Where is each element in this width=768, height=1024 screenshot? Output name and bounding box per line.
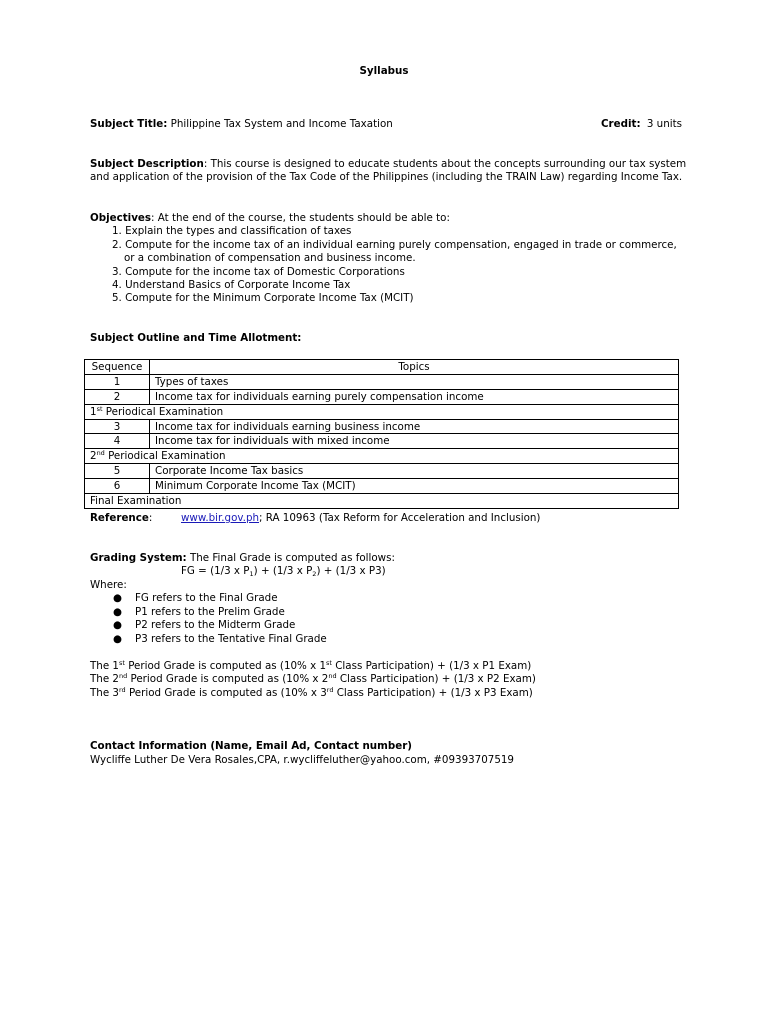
- bullet-icon: ●: [113, 592, 122, 604]
- grading-formula: FG = (1/3 x $P_1) + (1/3$ x $P_2) + (1/3$ x P3): [181, 565, 386, 578]
- grading-where: Where:: [90, 579, 127, 591]
- credit-label: Credit:: [601, 118, 641, 130]
- description-label: Subject Description: [90, 158, 204, 170]
- sequence-cell: 4: [85, 434, 150, 449]
- bullet-icon: ●: [113, 619, 122, 631]
- topic-cell: Minimum Corporate Income Tax (MCIT): [150, 479, 679, 494]
- description-line-2: and application of the provision of the Tax Code of the Philippines (including the TRAIN Law) regarding Income Tax.: [90, 171, 683, 184]
- period-grade-computations: [90, 660, 536, 700]
- contact-heading: Contact Information (Name, Email Ad, Contact number): [90, 740, 412, 752]
- header-sequence: Sequence: [85, 360, 150, 375]
- exam-cell: 1st Periodical Examination: [85, 404, 679, 419]
- subject-title-line: [90, 118, 393, 131]
- objective-item: 3. Compute for the income tax of Domestic Corporations: [112, 265, 405, 278]
- exam-row: [85, 404, 679, 419]
- exam-cell: Final Examination: [85, 494, 679, 509]
- table-row: [85, 374, 679, 389]
- credit-line: [601, 118, 682, 131]
- description-line-1: : This course is designed to educate students about the concepts surrounding our tax system: [203, 158, 687, 170]
- list-item: ● P3 refers to the Tentative Final Grade: [113, 632, 327, 645]
- objective-item: 1. Explain the types and classification of taxes: [112, 225, 352, 238]
- period-grade-line: The 2nd Period Grade is computed as (10% x 2nd Class Participation) + (1/3 x P2 Exam): [90, 672, 536, 686]
- topic-cell: Income tax for individuals earning purely compensation income: [150, 389, 679, 404]
- objectives-intro: : At the end of the course, the students should be able to:: [151, 212, 450, 224]
- document-title: Syllabus: [359, 65, 409, 77]
- topic-cell: Corporate Income Tax basics: [150, 464, 679, 479]
- outline-heading: Subject Outline and Time Allotment:: [90, 332, 302, 344]
- subject-title-value: Philippine Tax System and Income Taxation: [170, 118, 393, 130]
- grading-intro-line: [90, 552, 395, 565]
- subject-description: [90, 158, 686, 185]
- outline-table: [84, 359, 679, 509]
- table-row: [85, 479, 679, 494]
- period-grade-line: The 1st Period Grade is computed as (10% x 1st Class Participation) + (1/3 x P1 Exam): [90, 659, 532, 672]
- list-item: ● P1 refers to the Prelim Grade: [113, 605, 285, 618]
- sequence-cell: 5: [85, 464, 150, 479]
- contact-details: Wycliffe Luther De Vera Rosales,CPA, r.wycliffeluther@yahoo.com, #09393707519: [90, 754, 514, 766]
- reference-line: Reference:: [90, 512, 153, 524]
- bullet-icon: ●: [113, 632, 122, 645]
- objective-item: 5. Compute for the Minimum Corporate Income Tax (MCIT): [112, 292, 414, 305]
- exam-row: [85, 449, 679, 464]
- credit-value: 3 units: [646, 118, 682, 130]
- table-row: [85, 419, 679, 434]
- topic-cell: Income tax for individuals earning business income: [150, 419, 679, 434]
- sequence-cell: 6: [85, 479, 150, 494]
- objectives-section: [90, 212, 677, 306]
- exam-cell: 2nd Periodical Examination: [85, 449, 679, 464]
- table-row: [85, 389, 679, 404]
- list-item: ● FG refers to the Final Grade: [113, 592, 278, 604]
- reference-content: [181, 512, 540, 525]
- header-topics: Topics: [150, 360, 679, 375]
- sequence-cell: 3: [85, 419, 150, 434]
- objective-item-continuation: or a combination of compensation and business income.: [124, 252, 416, 265]
- period-grade-line: The 3rd Period Grade is computed as (10% x 3rd Class Participation) + (1/3 x P3 Exam): [90, 685, 533, 699]
- exam-row: [85, 494, 679, 509]
- table-row: [85, 464, 679, 479]
- grading-intro: The Final Grade is computed as follows:: [186, 552, 395, 564]
- bir-website-link[interactable]: www.bir.gov.ph: [181, 512, 260, 524]
- list-item: ● P2 refers to the Midterm Grade: [113, 619, 296, 631]
- grading-label: Grading System:: [90, 552, 187, 564]
- topic-cell: Income tax for individuals with mixed income: [150, 434, 679, 449]
- objective-item: 4. Understand Basics of Corporate Income Tax: [112, 279, 351, 292]
- objective-item: 2. Compute for the income tax of an individual earning purely compensation, engaged in trade or commerce,: [112, 238, 677, 251]
- subject-title-label: Subject Title:: [90, 118, 168, 130]
- bullet-icon: ●: [113, 605, 122, 618]
- reference-label: Reference: [90, 512, 149, 524]
- objectives-label: Objectives: [90, 212, 152, 224]
- sequence-cell: 1: [85, 374, 150, 389]
- sequence-cell: 2: [85, 389, 150, 404]
- table-header-row: [85, 360, 679, 375]
- grading-definitions-list: [113, 592, 327, 646]
- table-row: [85, 434, 679, 449]
- reference-text: ; RA 10963 (Tax Reform for Acceleration and Inclusion): [259, 512, 541, 524]
- topic-cell: Types of taxes: [150, 374, 679, 389]
